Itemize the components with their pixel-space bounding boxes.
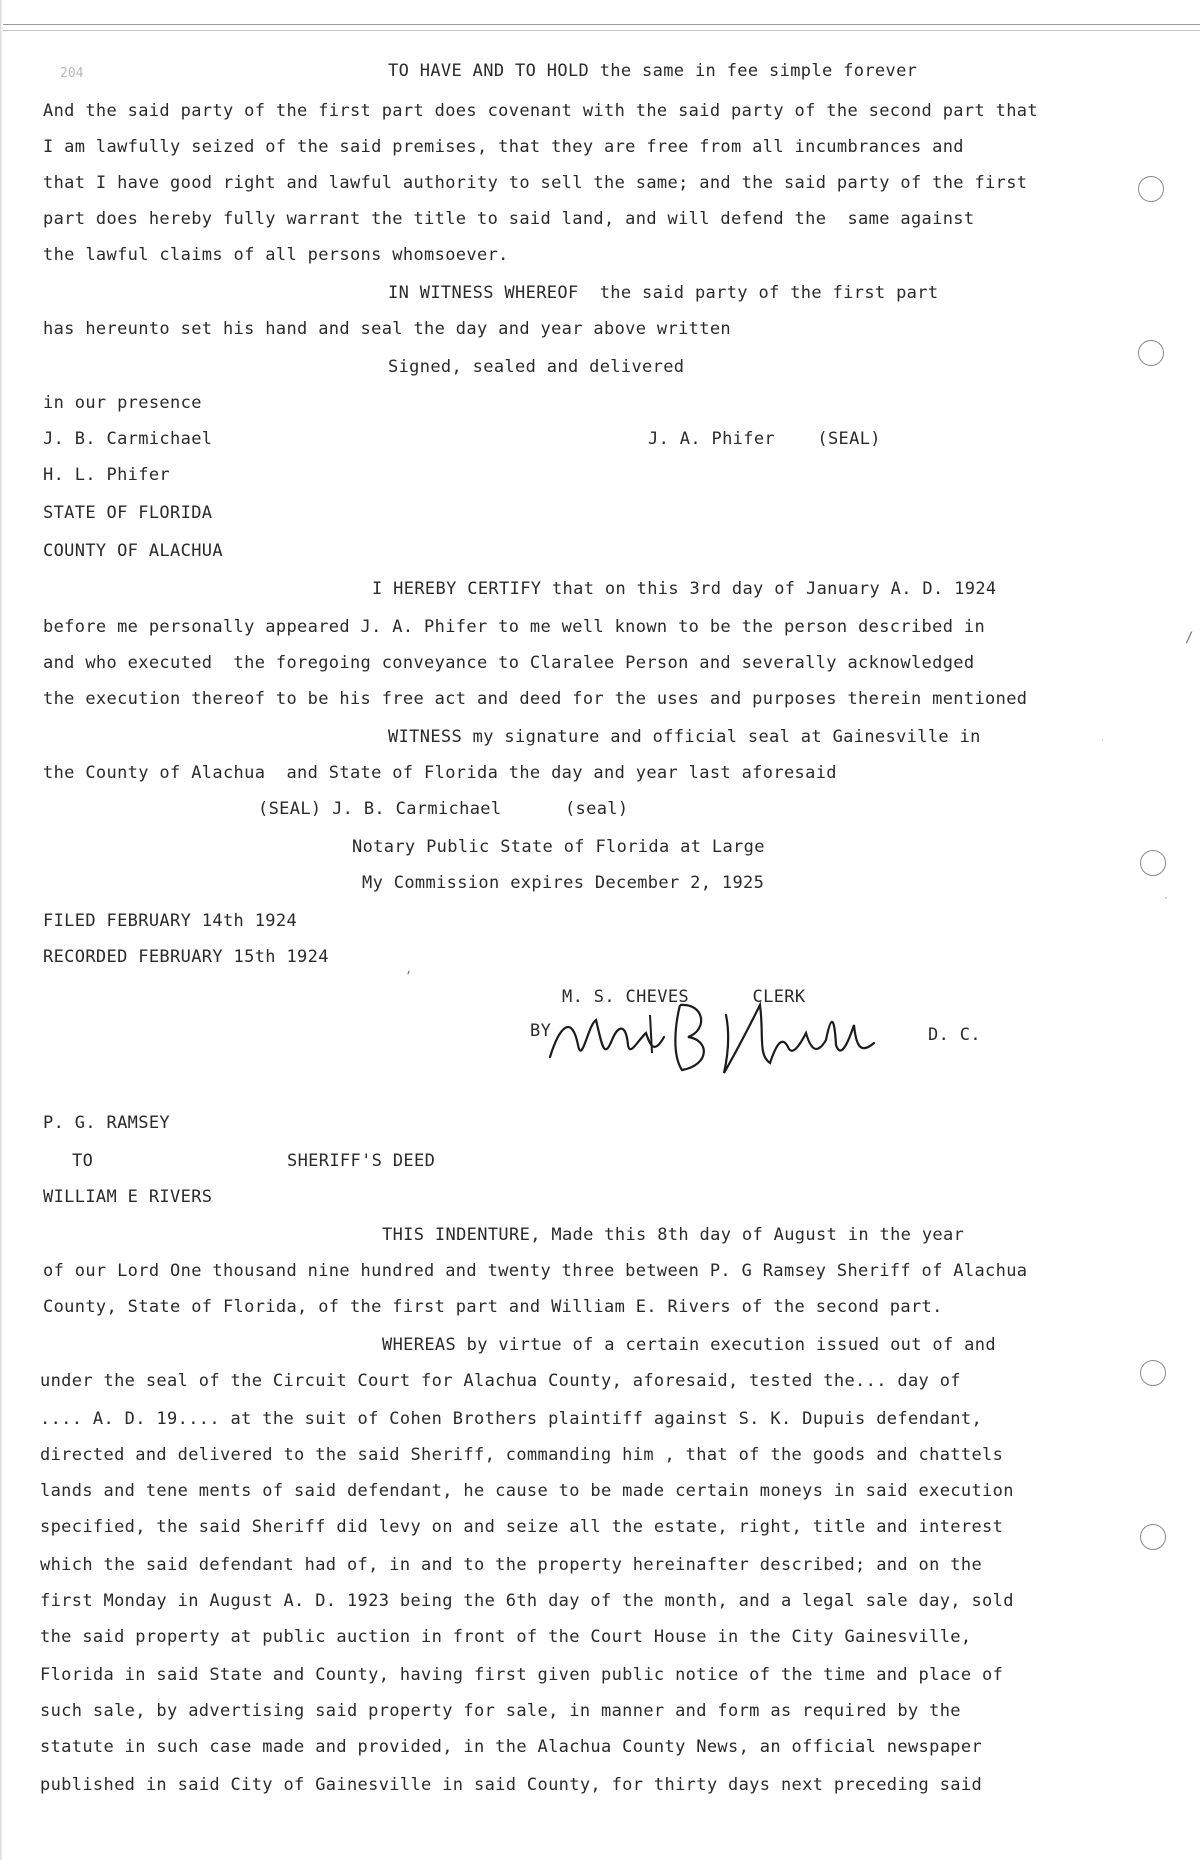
top-edge-line xyxy=(0,24,1200,25)
document-line: statute in such case made and provided, in the Alachua County News, an official newspaper xyxy=(40,1737,983,1757)
page-number: 204 xyxy=(60,66,84,81)
binder-hole xyxy=(1140,1360,1166,1386)
document-line: M. S. CHEVES CLERK xyxy=(562,987,806,1007)
document-line: FILED FEBRUARY 14th 1924 xyxy=(43,911,298,931)
page-mark: , xyxy=(405,962,413,976)
document-line: first Monday in August A. D. 1923 being the 6th day of the month, and a legal sale day, sold xyxy=(40,1591,1014,1611)
document-line: directed and delivered to the said Sheriff, commanding him , that of the goods and chattels xyxy=(40,1445,1004,1465)
document-line: such sale, by advertising said property for sale, in manner and form as required by the xyxy=(40,1701,961,1721)
document-line: SHERIFF'S DEED xyxy=(287,1151,436,1171)
document-line: And the said party of the first part does covenant with the said party of the second part that xyxy=(43,101,1038,121)
document-line: COUNTY OF ALACHUA xyxy=(43,541,223,561)
document-line: Notary Public State of Florida at Large xyxy=(352,837,765,857)
document-line: that I have good right and lawful authority to sell the same; and the said party of the first xyxy=(43,173,1028,193)
document-line: RECORDED FEBRUARY 15th 1924 xyxy=(43,947,329,967)
document-line: and who executed the foregoing conveyance to Claralee Person and severally acknowledged xyxy=(43,653,975,673)
page-mark: · xyxy=(1163,893,1170,904)
document-line: BY xyxy=(530,1021,552,1041)
document-line: under the seal of the Circuit Court for Alachua County, aforesaid, tested the... day of xyxy=(40,1371,961,1391)
document-line: THIS INDENTURE, Made this 8th day of August in the year xyxy=(382,1225,965,1245)
document-line: (SEAL) J. B. Carmichael (seal) xyxy=(258,799,629,819)
document-line: lands and tene ments of said defendant, he cause to be made certain moneys in said execution xyxy=(40,1481,1014,1501)
document-line: the said property at public auction in front of the Court House in the City Gainesville, xyxy=(40,1627,972,1647)
document-line: Florida in said State and County, having first given public notice of the time and place of xyxy=(40,1665,1004,1685)
left-page-edge xyxy=(0,0,3,1860)
document-line: the lawful claims of all persons whomsoever. xyxy=(43,245,509,265)
document-line: IN WITNESS WHEREOF the said party of the first part xyxy=(388,283,939,303)
document-line: WILLIAM E RIVERS xyxy=(43,1187,213,1207)
document-line: I am lawfully seized of the said premises, that they are free from all incumbrances and xyxy=(43,137,964,157)
document-line: of our Lord One thousand nine hundred and twenty three between P. G Ramsey Sheriff of Alachua xyxy=(43,1261,1028,1281)
document-line: has hereunto set his hand and seal the day and year above written xyxy=(43,319,732,339)
document-line: before me personally appeared J. A. Phifer to me well known to be the person described in xyxy=(43,617,986,637)
binder-hole xyxy=(1140,850,1166,876)
document-line: published in said City of Gainesville in said County, for thirty days next preceding said xyxy=(40,1775,983,1795)
binder-hole xyxy=(1138,340,1164,366)
document-line: TO xyxy=(72,1151,94,1171)
page-mark: / xyxy=(1185,630,1194,646)
document-line: D. C. xyxy=(928,1025,981,1045)
top-edge-line-inner xyxy=(0,30,1200,31)
document-line: the execution thereof to be his free act and deed for the uses and purposes therein mentioned xyxy=(43,689,1028,709)
document-line: Signed, sealed and delivered xyxy=(388,357,685,377)
document-line: part does hereby fully warrant the title to said land, and will defend the same against xyxy=(43,209,975,229)
document-line: J. B. Carmichael xyxy=(43,429,213,449)
document-line: My Commission expires December 2, 1925 xyxy=(362,873,765,893)
document-line: WITNESS my signature and official seal at Gainesville in xyxy=(388,727,981,747)
document-line: County, State of Florida, of the first part and William E. Rivers of the second part. xyxy=(43,1297,943,1317)
clerk-signature xyxy=(530,985,900,1085)
document-line: TO HAVE AND TO HOLD the same in fee simple forever xyxy=(388,61,918,81)
document-line: J. A. Phifer (SEAL) xyxy=(648,429,881,449)
document-line: .... A. D. 19.... at the suit of Cohen Brothers plaintiff against S. K. Dupuis defendant, xyxy=(40,1409,983,1429)
document-line: WHEREAS by virtue of a certain execution issued out of and xyxy=(382,1335,996,1355)
document-line: STATE OF FLORIDA xyxy=(43,503,213,523)
document-line: I HEREBY CERTIFY that on this 3rd day of January A. D. 1924 xyxy=(372,579,997,599)
binder-hole xyxy=(1140,1524,1166,1550)
page-mark: · xyxy=(1100,736,1105,745)
document-line: which the said defendant had of, in and to the property hereinafter described; and on the xyxy=(40,1555,983,1575)
document-line: the County of Alachua and State of Florida the day and year last aforesaid xyxy=(43,763,837,783)
document-line: H. L. Phifer xyxy=(43,465,171,485)
document-line: P. G. RAMSEY xyxy=(43,1113,171,1133)
document-line: specified, the said Sheriff did levy on and seize all the estate, right, title and interest xyxy=(40,1517,1004,1537)
document-line: in our presence xyxy=(43,393,202,413)
binder-hole xyxy=(1138,176,1164,202)
